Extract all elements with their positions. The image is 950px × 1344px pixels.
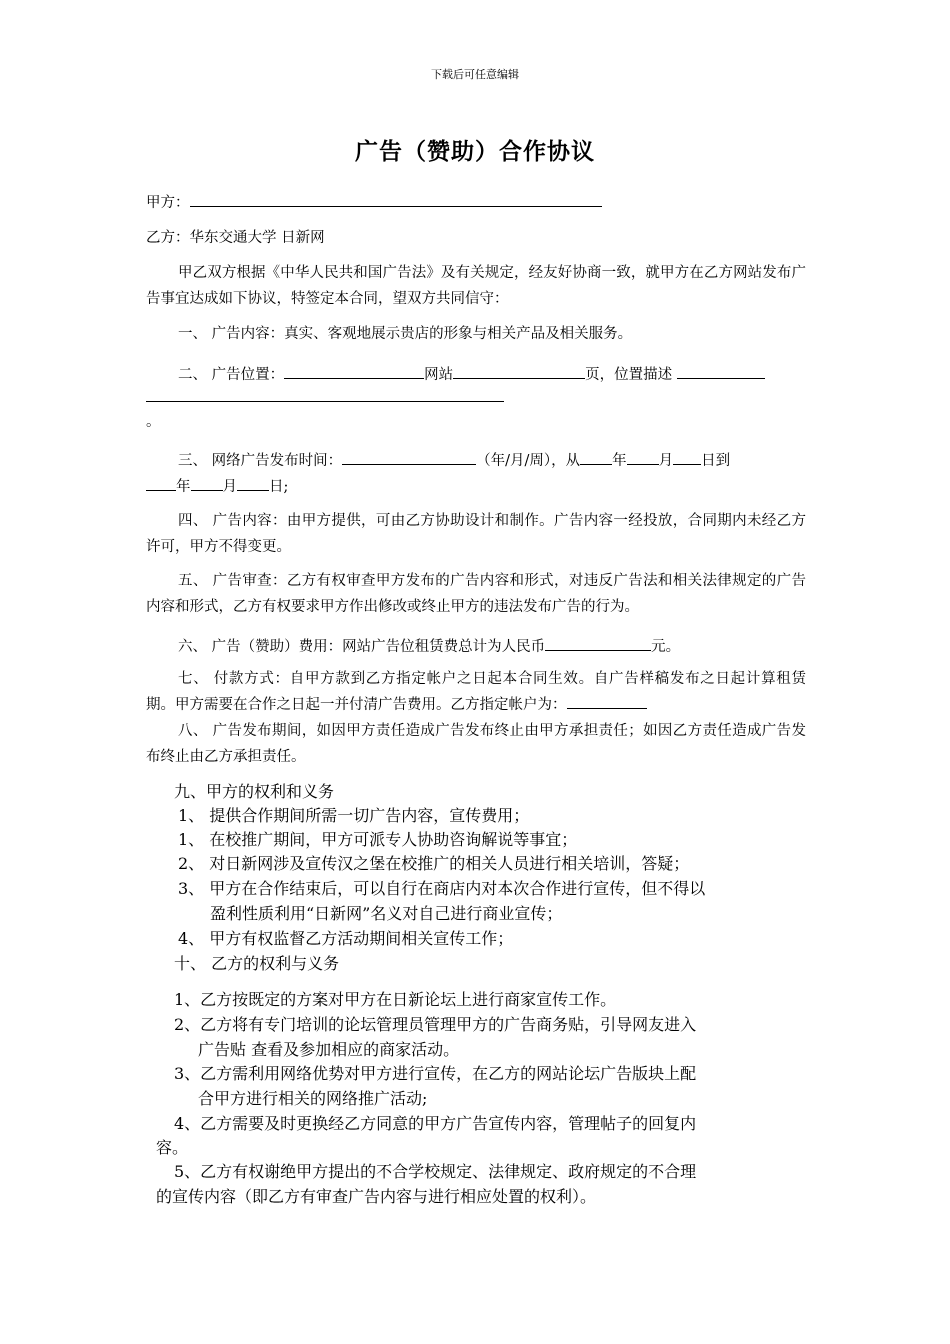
- list-item: [178, 830, 838, 850]
- clause-3-blank-5: [146, 474, 176, 491]
- clause-6-line: [178, 634, 838, 657]
- party-a-blank: [190, 190, 602, 207]
- list-item: 5、乙方有权谢绝甲方提出的不合学校规定、法律规定、政府规定的不合理: [174, 1162, 697, 1181]
- clause-2-blank-2: [453, 362, 585, 379]
- clause-5: 五、 广告审查：乙方有权审查甲方发布的广告内容和形式，对违反广告法和相关法律规定的广告内容和形式，乙方有权要求甲方作出修改或终止甲方的违法发布广告的行为。: [146, 573, 806, 615]
- clause-8: 八、 广告发布期间，如因甲方责任造成广告发布终止由甲方承担责任；如因乙方责任造成广告发布终止由乙方承担责任。: [146, 723, 806, 765]
- clause-3-cont: [146, 474, 806, 497]
- list-item: [178, 806, 838, 826]
- list-item-number: 1、: [178, 806, 205, 825]
- clause-3-unit: （年/月/周），从: [476, 453, 581, 469]
- clause-3-month: 月: [658, 453, 674, 469]
- clause-3-year2: 年: [176, 479, 191, 495]
- clause-2-end: 。: [146, 414, 161, 430]
- list-item: [178, 879, 838, 899]
- list-item: 3、乙方需利用网络优势对甲方进行宣传，在乙方的网站论坛广告版块上配: [174, 1064, 697, 1083]
- clause-4: 四、 广告内容：由甲方提供，可由乙方协助设计和制作。广告内容一经投放，合同期内未经乙方许可，甲方不得变更。: [146, 513, 806, 555]
- list-item-number: 2、: [178, 854, 205, 873]
- list-item: [178, 854, 838, 874]
- clause-6-unit: 元。: [651, 639, 681, 655]
- list-item-text: 在校推广期间，甲方可派专人协助咨询解说等事宜；: [209, 830, 578, 849]
- clause-6-blank: [545, 634, 651, 651]
- clause-10-title: 十、 乙方的权利与义务: [174, 954, 340, 973]
- list-item-text: 提供合作期间所需一切广告内容，宣传费用；: [209, 806, 530, 825]
- clause-2-cont: [146, 385, 806, 408]
- list-item-number: 3、: [178, 879, 205, 898]
- party-a-line: [146, 190, 806, 213]
- page-header: 下载后可任意编辑: [431, 68, 519, 81]
- party-b-line: 乙方：华东交通大学 日新网: [146, 230, 325, 246]
- clause-2-position: 页，位置描述: [585, 367, 673, 383]
- list-item-text: 甲方在合作结束后，可以自行在商店内对本次合作进行宣传，但不得以: [209, 879, 706, 898]
- clause-3-blank-6: [191, 474, 223, 491]
- party-a-label: 甲方：: [146, 195, 190, 211]
- clause-3-blank-2: [580, 448, 612, 465]
- clause-3-day: 日;: [269, 479, 289, 495]
- clause-3-blank-4: [673, 448, 701, 465]
- clause-7-text: 七、 付款方式：自甲方款到乙方指定帐户之日起本合同生效。自广告样稿发布之日起计算租赁期。甲方需要在合作之日起一并付清广告费用。乙方指定帐户为：: [146, 671, 806, 713]
- clause-3-line: [178, 448, 838, 471]
- list-item: [178, 929, 838, 949]
- clause-3-label: 三、 网络广告发布时间：: [178, 453, 343, 469]
- clause-3-blank-3: [627, 448, 659, 465]
- clause-3-year: 年: [612, 453, 627, 469]
- intro-paragraph: 甲乙双方根据《中华人民共和国广告法》及有关规定，经友好协商一致，就甲方在乙方网站发布广告事宜达成如下协议，特签定本合同，望双方共同信守：: [146, 265, 806, 307]
- list-item: 1、乙方按既定的方案对甲方在日新论坛上进行商家宣传工作。: [174, 990, 617, 1009]
- clause-2-line: [178, 362, 838, 385]
- clause-3-to: 日到: [701, 453, 731, 469]
- clause-2-blank-3: [677, 362, 765, 379]
- clause-3-month2: 月: [222, 479, 237, 495]
- list-item-number: 4、: [178, 929, 205, 948]
- list-item-continuation: 的宣传内容（即乙方有审查广告内容与进行相应处置的权利）。: [156, 1187, 597, 1206]
- clause-2-blank-1: [284, 362, 424, 379]
- list-item: 4、乙方需要及时更换经乙方同意的甲方广告宣传内容，管理帖子的回复内: [174, 1114, 697, 1133]
- document-title: 广告（赞助）合作协议: [355, 138, 595, 165]
- list-item-text: 甲方有权监督乙方活动期间相关宣传工作；: [209, 929, 514, 948]
- list-item-text: 对日新网涉及宣传汉之堡在校推广的相关人员进行相关培训，答疑；: [209, 854, 690, 873]
- clause-2-site: 网站: [424, 367, 454, 383]
- clause-2-blank-4: [146, 385, 504, 402]
- clause-2-label: 二、 广告位置：: [178, 367, 285, 383]
- clause-3-blank-1: [342, 448, 476, 465]
- list-item-number: 1、: [178, 830, 205, 849]
- clause-1: 一、 广告内容：真实、客观地展示贵店的形象与相关产品及相关服务。: [178, 326, 633, 342]
- clause-9-title: 九、甲方的权利和义务: [174, 782, 335, 801]
- clause-7-blank: [567, 692, 647, 709]
- clause-7: [146, 666, 806, 718]
- clause-3-blank-7: [237, 474, 269, 491]
- list-item-continuation: 容。: [156, 1138, 189, 1157]
- list-item-continuation: 广告贴 查看及参加相应的商家活动。: [198, 1040, 460, 1059]
- list-item: 2、乙方将有专门培训的论坛管理员管理甲方的广告商务贴，引导网友进入: [174, 1015, 697, 1034]
- list-item-continuation: 合甲方进行相关的网络推广活动;: [198, 1089, 428, 1108]
- clause-6-label: 六、 广告（赞助）费用：网站广告位租赁费总计为人民币: [178, 639, 546, 655]
- list-item-continuation: 盈利性质利用“日新网”名义对自己进行商业宣传；: [210, 904, 563, 923]
